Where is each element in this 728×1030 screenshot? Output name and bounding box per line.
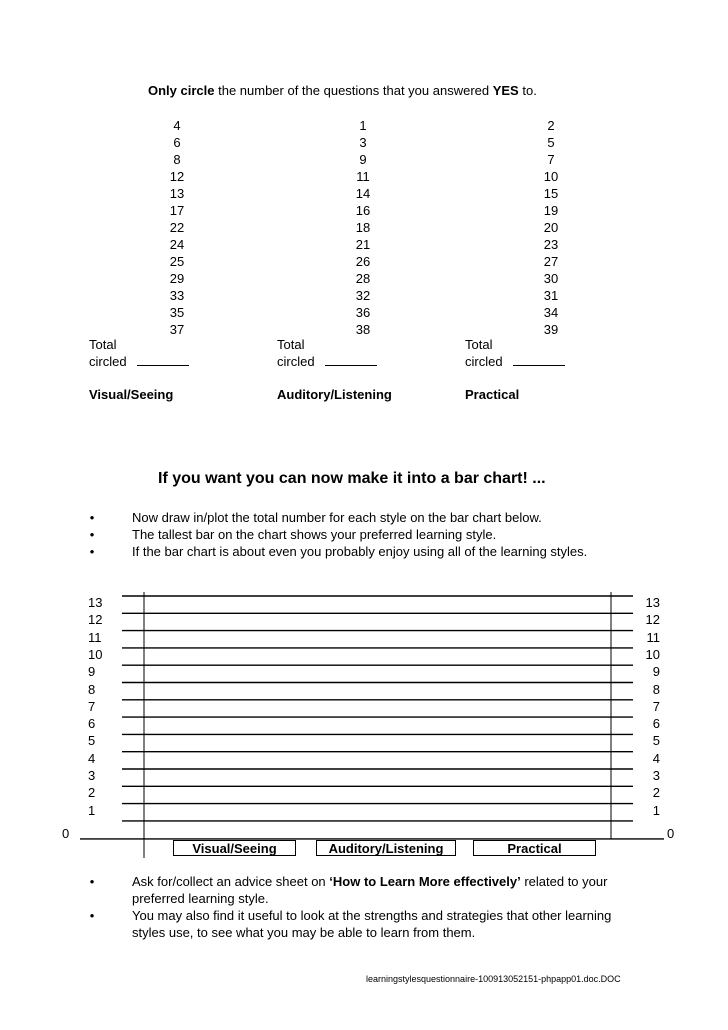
question-number[interactable]: 14: [355, 186, 371, 201]
y-tick-label-left: 4: [88, 750, 96, 766]
bullet-icon: •: [89, 874, 95, 889]
list-item: • The tallest bar on the chart shows your preferred learning style.: [86, 526, 646, 543]
footer-filename: learningstylesquestionnaire-100913052151-phpapp01.doc.DOC: [366, 974, 621, 984]
y-tick-label-right: 9: [652, 664, 660, 680]
question-number[interactable]: 25: [169, 254, 185, 269]
question-number[interactable]: 17: [169, 203, 185, 218]
auditory-total-label: Total: [277, 337, 305, 352]
question-number[interactable]: 22: [169, 220, 185, 235]
auditory-style-label: Auditory/Listening: [277, 387, 392, 402]
y-tick-label-left: 8: [88, 681, 96, 697]
question-number[interactable]: 16: [355, 203, 371, 218]
zero-label-left: 0: [62, 825, 70, 841]
y-tick-label-left: 6: [88, 716, 96, 732]
question-number[interactable]: 7: [547, 152, 555, 167]
y-tick-label-right: 2: [652, 785, 660, 801]
y-tick-label-left: 9: [88, 664, 96, 680]
list-item: • Now draw in/plot the total number for each style on the bar chart below.: [86, 509, 646, 526]
instruction-end: to.: [518, 83, 537, 98]
category-label-practical: Practical: [473, 840, 596, 856]
question-number[interactable]: 21: [355, 237, 371, 252]
list-item: • If the bar chart is about even you probably enjoy using all of the learning styles.: [86, 543, 646, 560]
category-label-visual: Visual/Seeing: [173, 840, 296, 856]
question-number[interactable]: 33: [169, 288, 185, 303]
y-tick-label-right: 6: [652, 716, 660, 732]
advice-list: [86, 873, 646, 941]
bullet-icon: •: [89, 510, 95, 525]
question-number[interactable]: 3: [359, 135, 367, 150]
category-label-auditory: Auditory/Listening: [316, 840, 456, 856]
question-number[interactable]: 30: [543, 271, 559, 286]
question-number[interactable]: 39: [543, 322, 559, 337]
question-number[interactable]: 24: [169, 237, 185, 252]
question-number[interactable]: 10: [543, 169, 559, 184]
y-tick-label-left: 5: [88, 733, 96, 749]
question-number[interactable]: 2: [547, 118, 555, 133]
y-tick-label-right: 3: [652, 768, 660, 783]
question-number[interactable]: 31: [543, 288, 559, 303]
question-number[interactable]: 20: [543, 220, 559, 235]
advice-sheet-title: ‘How to Learn More effectively’: [329, 874, 521, 889]
y-tick-label-right: 1: [652, 802, 660, 818]
question-number[interactable]: 28: [355, 271, 371, 286]
y-tick-label-left: 1: [88, 802, 96, 818]
y-tick-label-left: 3: [88, 768, 96, 783]
y-tick-label-right: 4: [652, 750, 660, 766]
y-tick-label-left: 2: [88, 785, 96, 801]
question-number[interactable]: 35: [169, 305, 185, 320]
bullet-icon: •: [89, 908, 95, 923]
y-tick-label-right: 5: [652, 733, 660, 749]
bullet-icon: •: [89, 544, 95, 559]
practical-style-label: Practical: [465, 387, 520, 402]
y-tick-label-left: 13: [88, 595, 103, 610]
question-number[interactable]: 4: [173, 118, 181, 133]
question-number[interactable]: 32: [355, 288, 371, 303]
visual-circled-label: circled: [89, 354, 127, 369]
question-number[interactable]: 6: [173, 135, 181, 150]
y-tick-label-left: 7: [88, 698, 96, 714]
question-number[interactable]: 11: [356, 169, 370, 184]
question-number[interactable]: 36: [355, 305, 371, 320]
question-number[interactable]: 13: [169, 186, 185, 201]
question-number[interactable]: 26: [355, 254, 371, 269]
visual-total-label: Total: [89, 337, 117, 352]
instruction-middle: the number of the questions that you answered: [214, 83, 493, 98]
practical-circled-label: circled: [465, 354, 503, 369]
y-tick-label-right: 10: [645, 646, 660, 662]
zero-label-right: 0: [667, 825, 675, 841]
list-item: • Ask for/collect an advice sheet on ‘How to Learn More effectively’ related to your preferred learning style.: [86, 873, 646, 907]
y-tick-label-right: 11: [646, 629, 660, 645]
instruction-bold-2: YES: [492, 83, 519, 98]
bullet-icon: •: [89, 527, 95, 542]
question-number[interactable]: 1: [359, 118, 367, 133]
bar-chart-headline: If you want you can now make it into a bar chart! ...: [158, 470, 546, 487]
question-number[interactable]: 19: [543, 203, 559, 218]
list-item: • You may also find it useful to look at the strengths and strategies that other learning styles use, to see what you may be able to learn from them.: [86, 907, 646, 941]
practical-total-label: Total: [465, 337, 493, 352]
y-tick-label-right: 7: [652, 698, 660, 714]
question-number[interactable]: 37: [169, 322, 185, 337]
question-number[interactable]: 12: [169, 169, 185, 184]
auditory-circled-label: circled: [277, 354, 315, 369]
question-number[interactable]: 9: [359, 152, 367, 167]
question-number[interactable]: 15: [543, 186, 559, 201]
visual-style-label: Visual/Seeing: [89, 387, 174, 402]
question-number[interactable]: 34: [543, 305, 559, 320]
y-tick-label-left: 10: [88, 646, 103, 662]
y-tick-label-right: 13: [645, 595, 660, 610]
y-tick-label-left: 11: [88, 629, 102, 645]
question-number[interactable]: 38: [355, 322, 371, 337]
question-number[interactable]: 27: [543, 254, 559, 269]
question-number[interactable]: 8: [173, 152, 181, 167]
y-tick-label-left: 12: [88, 612, 103, 628]
instruction-bold-1: Only circle: [148, 83, 215, 98]
question-number[interactable]: 18: [355, 220, 371, 235]
y-tick-label-right: 12: [645, 612, 660, 628]
question-number[interactable]: 23: [543, 237, 559, 252]
y-tick-label-right: 8: [652, 681, 660, 697]
question-number[interactable]: 5: [547, 135, 555, 150]
question-number[interactable]: 29: [169, 271, 185, 286]
